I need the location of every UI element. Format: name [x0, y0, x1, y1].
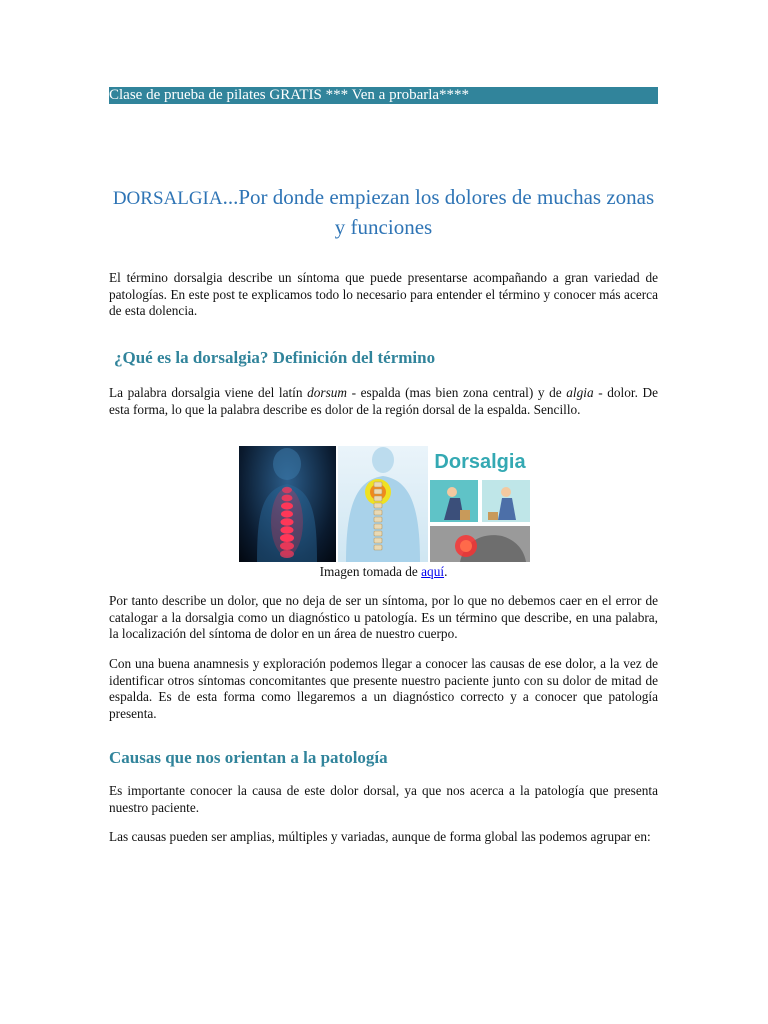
definition-text-a: La palabra dorsalgia viene del latín	[109, 385, 308, 400]
dorsalgia-infographic	[430, 446, 530, 562]
dorsalgia-figure	[239, 446, 530, 562]
paragraph-causes-importance: Es importante conocer la causa de este dolor dorsal, ya que nos acerca a la patología que presenta nuestro paciente.	[109, 783, 658, 815]
promo-banner-text: Clase de prueba de pilates GRATIS *** Ven a probarla****	[109, 87, 470, 103]
definition-term-algia: algia	[566, 385, 594, 400]
paragraph-anamnesis: Con una buena anamnesis y exploración podemos llegar a conocer las causas de ese dolor, a la vez de identificar otros síntomas concomitantes que presente nuestro paciente junto con su dolor de mitad de espalda. Es de esta forma como llegaremos a un diagnóstico correcto y a conocer que patología presenta.	[109, 656, 658, 721]
title-rest: ...Por donde empiezan los dolores de muchas zonas y funciones	[222, 185, 655, 239]
definition-text-c: - dolor. De esta forma, lo que la palabra describe es dolor de la región dorsal de la espalda. Sencillo.	[109, 385, 658, 417]
section-heading-causes: Causas que nos orientan a la patología	[109, 748, 388, 767]
caption-text: Imagen tomada de	[319, 564, 422, 579]
section-heading-definition: ¿Qué es la dorsalgia? Definición del término	[114, 348, 436, 367]
paragraph-causes-groups: Las causas pueden ser amplias, múltiples y variadas, aunque de forma global las podemos agrupar en:	[109, 829, 651, 844]
title-caps: DORSALGIA	[112, 188, 223, 209]
back-pain-illustration	[338, 446, 428, 562]
intro-paragraph: El término dorsalgia describe un síntoma que puede presentarse acompañando a gran variedad de patologías. En este post te explicamos todo lo necesario para entender el término y conocer más acerca de esta dolencia.	[109, 270, 658, 318]
infographic-label: Dorsalgia	[434, 451, 526, 473]
caption-source-link[interactable]: aquí	[421, 564, 445, 579]
figure-caption	[109, 564, 658, 580]
xray-spine-image	[239, 446, 336, 562]
definition-text-b: - espalda (mas bien zona central) y de	[347, 385, 567, 400]
definition-paragraph	[109, 385, 658, 418]
paragraph-symptom: Por tanto describe un dolor, que no deja de ser un síntoma, por lo que no debemos caer en el error de catalogar a la dorsalgia como un diagnóstico u patología. Es un término que describe, en una palabra, la localización del síntoma de dolor en un área de nuestro cuerpo.	[109, 593, 658, 641]
page-title	[109, 183, 658, 242]
promo-banner[interactable]	[109, 87, 658, 104]
definition-term-dorsum: dorsum	[307, 385, 348, 400]
caption-end: .	[444, 564, 448, 579]
